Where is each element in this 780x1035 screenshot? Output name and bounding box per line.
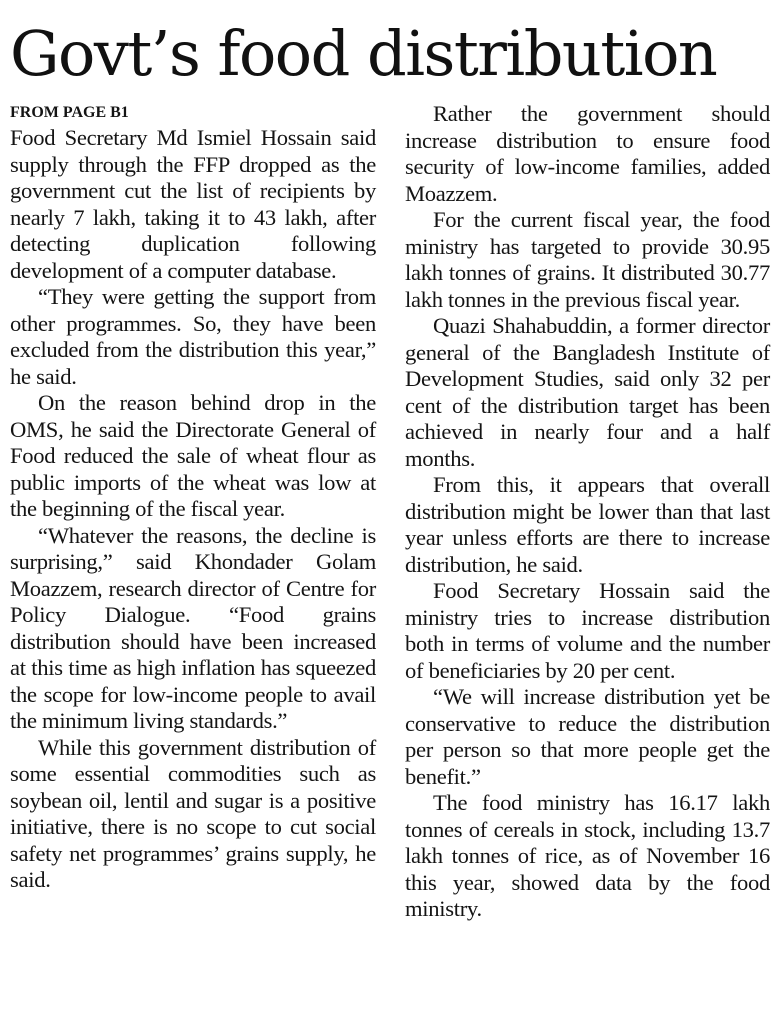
paragraph: Quazi Shahabuddin, a former director general of the Bangladesh Institute of Development Studies, said only 32 per cent of the distribution target has been achieved in nearly four and a half months. <box>405 313 770 471</box>
paragraph: “We will increase distribution yet be conservative to reduce the distribution per person so that more people get the benefit.” <box>405 684 770 789</box>
paragraph: Food Secretary Hossain said the ministry tries to increase distribution both in terms of volume and the number of beneficiaries by 20 per cent. <box>405 578 770 683</box>
paragraph: “They were getting the support from other programmes. So, they have been excluded from the distribution this year,” he said. <box>10 284 376 389</box>
paragraph: While this government distribution of some essential commodities such as soybean oil, lentil and sugar is a positive initiative, there is no scope to cut social safety net programmes’ grains supply, he said. <box>10 734 376 892</box>
paragraph: On the reason behind drop in the OMS, he said the Directorate General of Food reduced the sale of wheat flour as public imports of the wheat was low at the beginning of the fiscal year. <box>10 390 376 521</box>
continued-from-label: FROM PAGE B1 <box>10 104 129 121</box>
right-column <box>405 101 770 923</box>
left-column <box>10 101 376 894</box>
paragraph: For the current fiscal year, the food ministry has targeted to provide 30.95 lakh tonnes of grains. It distributed 30.77 lakh tonnes in the previous fiscal year. <box>405 207 770 312</box>
paragraph: “Whatever the reasons, the decline is surprising,” said Khondader Golam Moazzem, research director of Centre for Policy Dialogue. “Food grains distribution should have been increased at this time as high inflation has squeezed the scope for low-income people to avail the minimum living standards.” <box>10 522 376 733</box>
paragraph: From this, it appears that overall distribution might be lower than that last year unless efforts are there to increase distribution, he said. <box>405 472 770 577</box>
paragraph: The food ministry has 16.17 lakh tonnes of cereals in stock, including 13.7 lakh tonnes of rice, as of November 16 this year, showed data by the food ministry. <box>405 790 770 921</box>
paragraph: Rather the government should increase distribution to ensure food security of low-income families, added Moazzem. <box>405 101 770 206</box>
paragraph: Food Secretary Md Ismiel Hossain said supply through the FFP dropped as the government cut the list of recipients by nearly 7 lakh, taking it to 43 lakh, after detecting duplication following development of a computer database. <box>10 125 376 283</box>
headline: Govt’s food distribution <box>10 17 717 90</box>
